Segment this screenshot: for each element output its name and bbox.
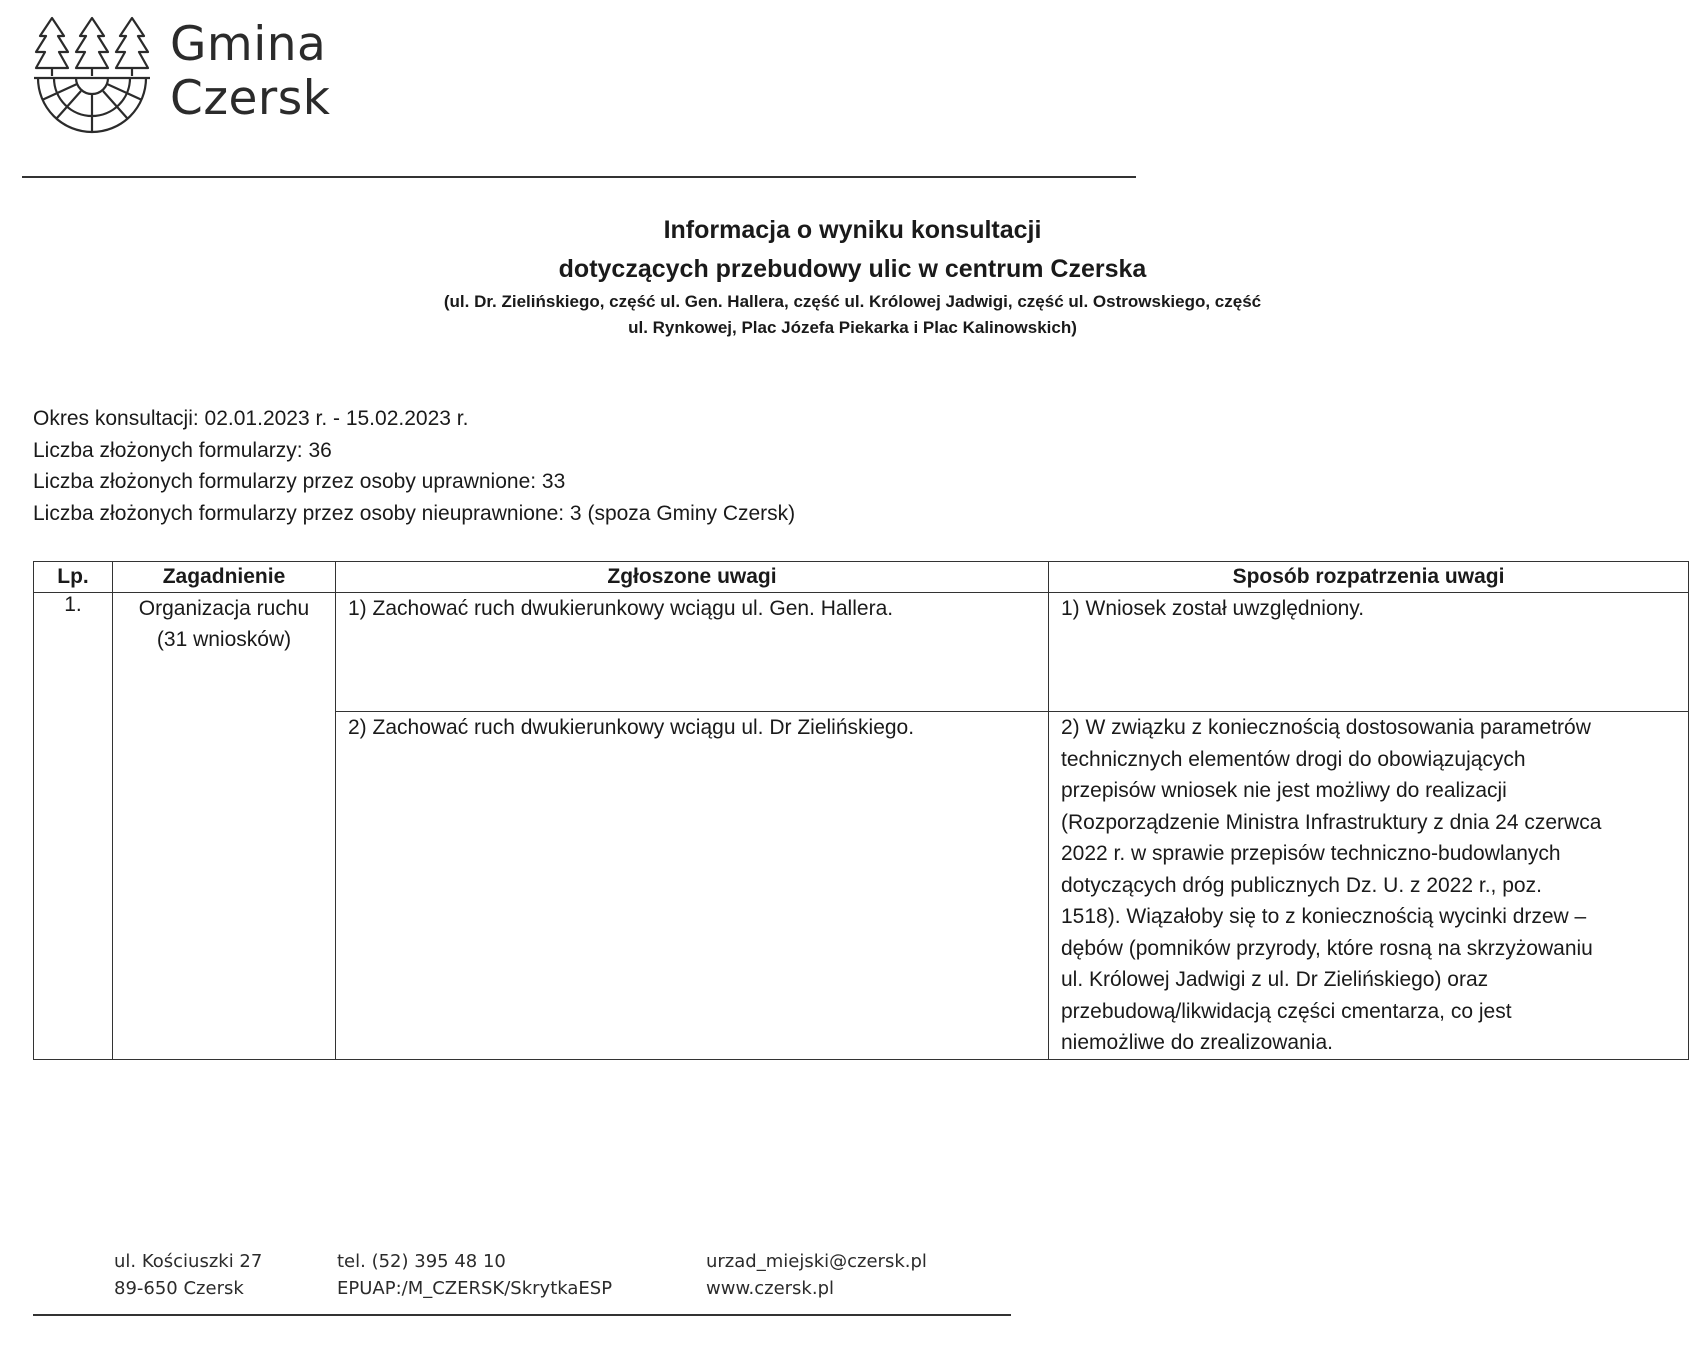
forms-count: Liczba złożonych formularzy: 36 <box>33 438 332 462</box>
logo-wordmark <box>170 18 330 126</box>
cell-uwaga-1: 1) Zachować ruch dwukierunkowy wciągu ul. Gen. Hallera. <box>336 593 1049 712</box>
footer-divider <box>33 1314 1011 1316</box>
cell-uwaga-2: 2) Zachować ruch dwukierunkowy wciągu ul. Dr Zielińskiego. <box>336 712 1049 1060</box>
footer-address <box>114 1248 262 1302</box>
header-zgloszone-uwagi: Zgłoszone uwagi <box>336 562 1049 593</box>
header-zagadnienie: Zagadnienie <box>113 562 336 593</box>
consultation-info <box>33 403 795 529</box>
logo-line-gmina: Gmina <box>170 17 327 72</box>
forms-count-authorized: Liczba złożonych formularzy przez osoby uprawnione: 33 <box>33 470 566 493</box>
footer-postal: 89-650 Czersk <box>114 1278 244 1299</box>
sposob-2-line: technicznych elementów drogi do obowiązujących <box>1061 747 1526 771</box>
cell-zagadnienie <box>113 593 336 1060</box>
footer-street: ul. Kościuszki 27 <box>114 1251 263 1272</box>
zagadnienie-name: Organizacja ruchu <box>138 597 310 620</box>
cell-sposob-2 <box>1049 712 1689 1060</box>
document-title-line2: dotyczących przebudowy ulic w centrum Czerska <box>558 255 1147 283</box>
cell-sposob-1 <box>1049 593 1689 712</box>
footer-email-link[interactable]: urzad_miejski@czersk.pl <box>706 1251 927 1272</box>
cell-lp: 1. <box>34 593 113 1060</box>
tree-wheel-emblem-icon <box>32 14 152 134</box>
logo-line-czersk: Czersk <box>170 71 331 126</box>
sposob-2-line: 2) W związku z koniecznością dostosowania parametrów <box>1061 716 1591 739</box>
gmina-czersk-logo <box>32 14 372 134</box>
sposob-2-line: ul. Królowej Jadwigi z ul. Dr Zielińskiego) oraz <box>1061 968 1489 991</box>
zagadnienie-count: (31 wniosków) <box>156 628 292 651</box>
footer-epuap: EPUAP:/M_CZERSK/SkrytkaESP <box>337 1278 613 1299</box>
sposob-2-line: 2022 r. w sprawie przepisów techniczno-budowlanych <box>1061 842 1561 865</box>
document-title-line1: Informacja o wyniku konsultacji <box>663 216 1042 244</box>
remarks-table <box>33 561 1689 1060</box>
footer-contact <box>337 1248 612 1302</box>
footer-phone: tel. (52) 395 48 10 <box>337 1251 506 1272</box>
consultation-period: Okres konsultacji: 02.01.2023 r. - 15.02.2023 r. <box>33 407 469 430</box>
table-row <box>34 593 1689 712</box>
header-lp: Lp. <box>34 562 113 593</box>
sposob-2-line: przebudową/likwidacją części cmentarza, co jest <box>1061 999 1512 1023</box>
sposob-2-line: dębów (pomników przyrody, które rosną na skrzyżowaniu <box>1061 936 1593 960</box>
sposob-2-line: (Rozporządzenie Ministra Infrastruktury z dnia 24 czerwca <box>1061 810 1602 834</box>
sposob-2-line: dotyczących dróg publicznych Dz. U. z 2022 r., poz. <box>1061 873 1542 897</box>
sposob-2-line: 1518). Wiązałoby się to z koniecznością wycinki drzew – <box>1061 905 1587 928</box>
header-divider <box>22 176 1136 178</box>
sposob-2-line: niemożliwe do zrealizowania. <box>1061 1031 1333 1054</box>
footer-online <box>706 1248 927 1302</box>
header-sposob-rozpatrzenia: Sposób rozpatrzenia uwagi <box>1049 562 1689 593</box>
document-subtitle-line1: (ul. Dr. Zielińskiego, część ul. Gen. Hallera, część ul. Królowej Jadwigi, część ul. Ostrowskiego, część <box>443 292 1262 311</box>
sposob-2-line: przepisów wniosek nie jest możliwy do realizacji <box>1061 779 1507 802</box>
sposob-1-line: 1) Wniosek został uwzględniony. <box>1061 597 1365 620</box>
document-subtitle-line2: ul. Rynkowej, Plac Józefa Piekarka i Plac Kalinowskich) <box>628 318 1077 337</box>
forms-count-unauthorized: Liczba złożonych formularzy przez osoby nieuprawnione: 3 (spoza Gminy Czersk) <box>33 501 796 525</box>
footer-website-link[interactable]: www.czersk.pl <box>706 1278 835 1299</box>
table-header-row <box>34 562 1689 593</box>
